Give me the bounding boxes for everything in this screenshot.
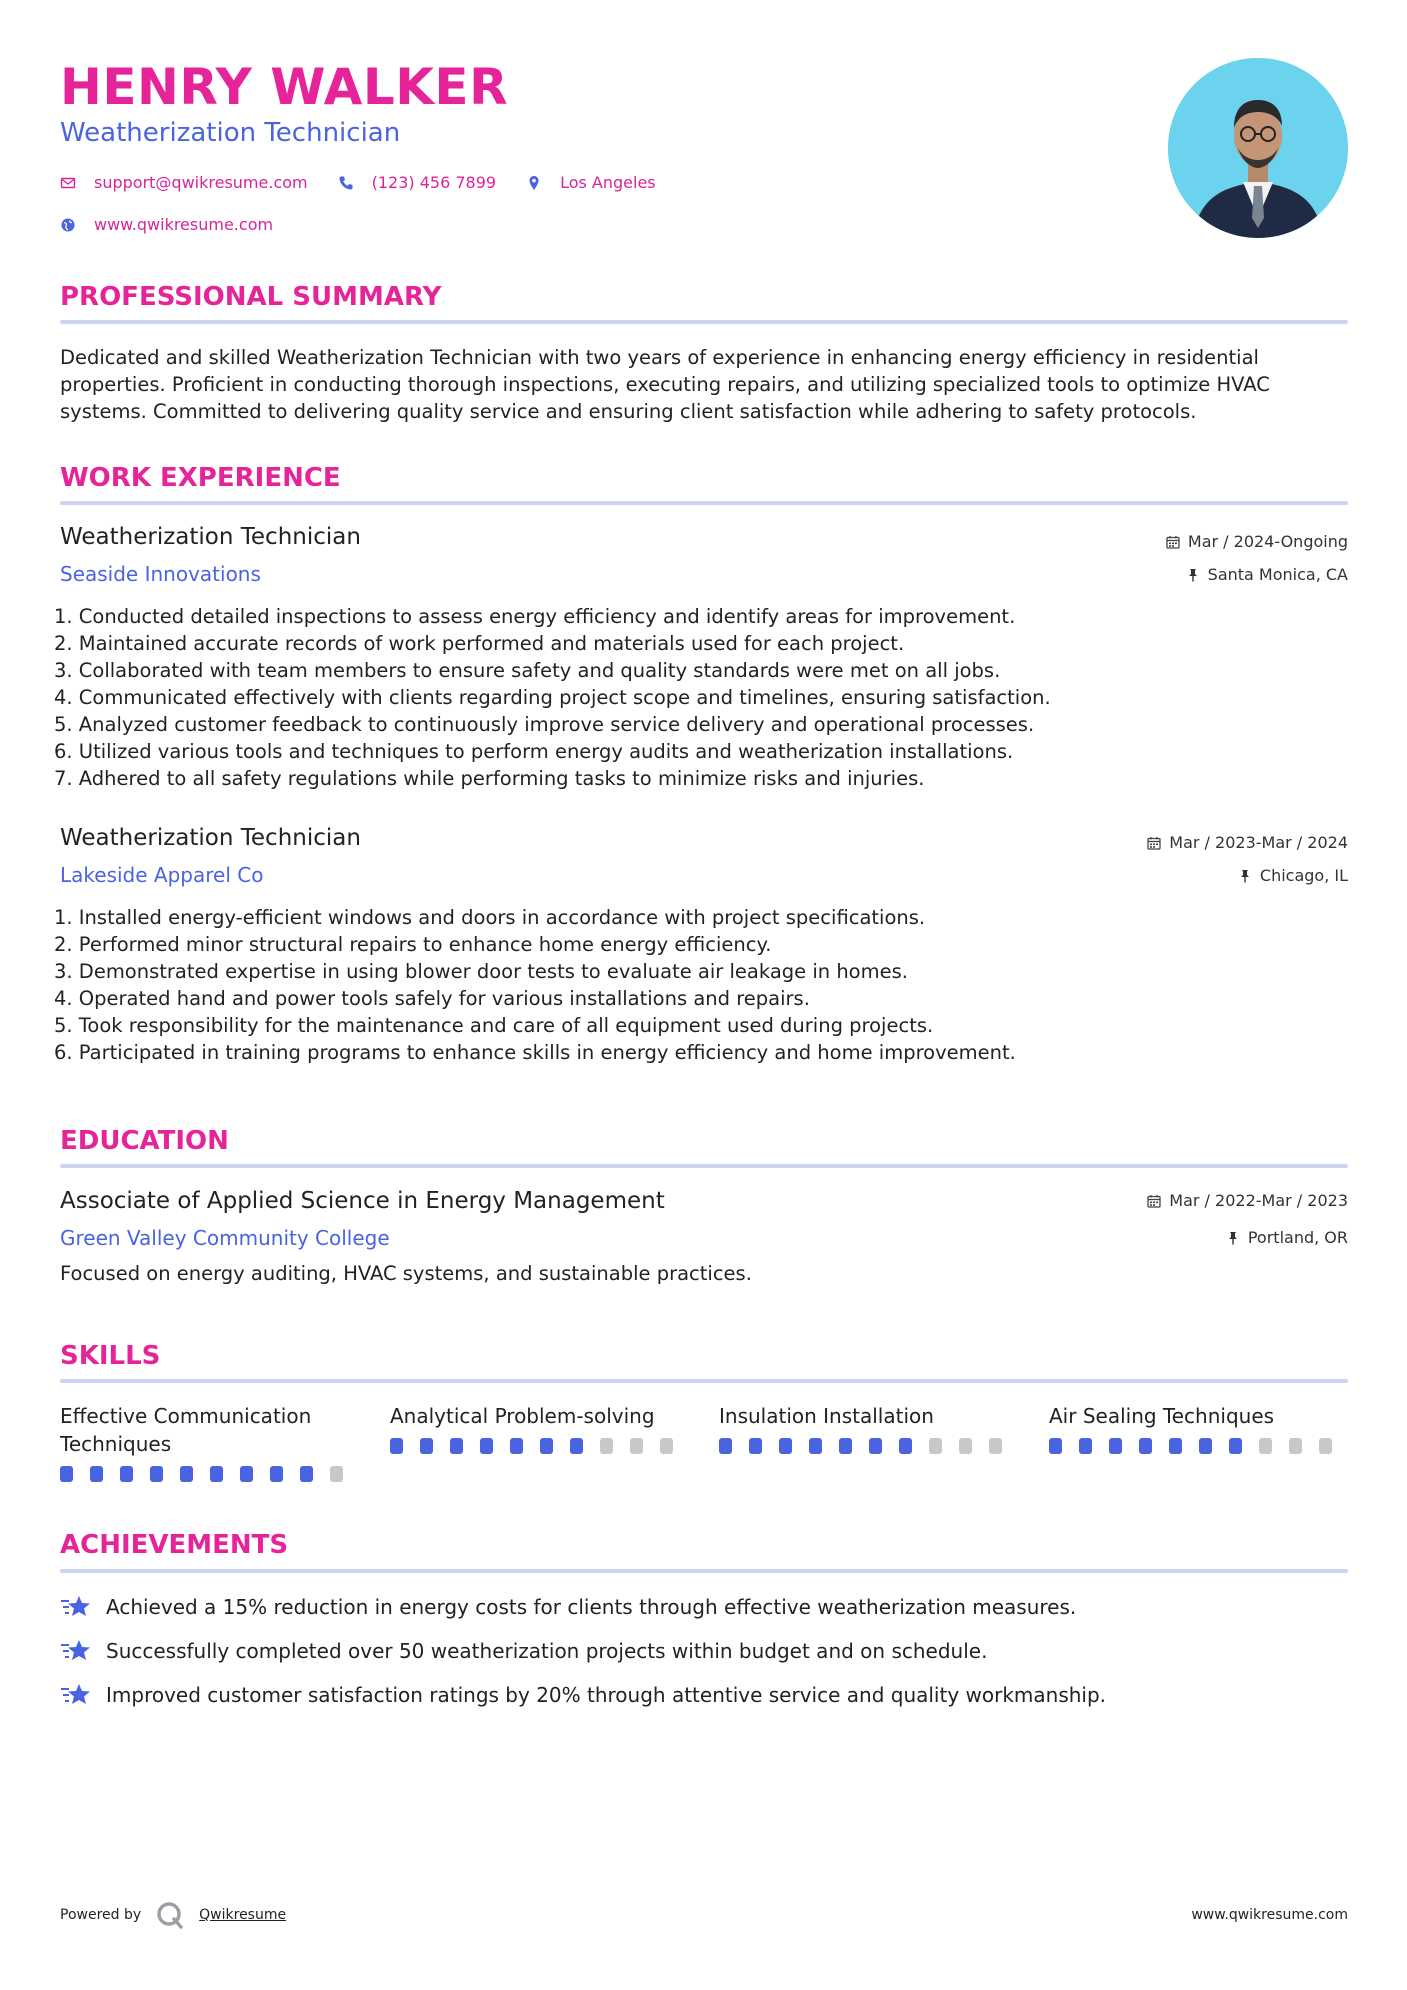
- skill-item: [60, 1402, 360, 1482]
- pushpin-icon: [1226, 1231, 1240, 1245]
- rating-dot-filled: [210, 1466, 223, 1482]
- job-company: Seaside Innovations: [60, 562, 261, 586]
- list-item: 4. Operated hand and power tools safely for various installations and repairs.: [54, 987, 810, 1010]
- globe-icon: [60, 217, 76, 233]
- job-responsibilities: [54, 603, 1254, 792]
- section-title-summary: PROFESSIONAL SUMMARY: [60, 282, 442, 312]
- education-location: [1226, 1228, 1348, 1247]
- section-title-achievements: ACHIEVEMENTS: [60, 1530, 289, 1560]
- achievement-item: [60, 1593, 1076, 1621]
- education-dates: [1147, 1191, 1348, 1210]
- star-icon: [60, 1593, 92, 1621]
- list-item: 3. Demonstrated expertise in using blower door tests to evaluate air leakage in homes.: [54, 960, 908, 983]
- skill-rating: [719, 1438, 1019, 1454]
- job-title: Weatherization Technician: [60, 825, 361, 851]
- skill-rating: [1049, 1438, 1349, 1454]
- contact-website[interactable]: www.qwikresume.com: [94, 215, 274, 234]
- rating-dot-empty: [630, 1438, 643, 1454]
- achievement-text: Successfully completed over 50 weatherization projects within budget and on schedule.: [106, 1639, 988, 1663]
- skill-item: [390, 1402, 690, 1454]
- rating-dot-filled: [180, 1466, 193, 1482]
- job-company: Lakeside Apparel Co: [60, 863, 264, 887]
- section-title-skills: SKILLS: [60, 1341, 161, 1371]
- skill-name: Effective Communication Techniques: [60, 1404, 312, 1456]
- pushpin-icon: [1238, 869, 1252, 883]
- location-pin-icon: [526, 175, 542, 191]
- skill-rating: [60, 1466, 360, 1482]
- rating-dot-filled: [240, 1466, 253, 1482]
- rating-dot-filled: [1049, 1438, 1062, 1454]
- job-location: [1186, 565, 1348, 584]
- rating-dot-empty: [1319, 1438, 1332, 1454]
- portrait-illustration: [1168, 58, 1348, 238]
- phone-icon: [338, 175, 354, 191]
- qwikresume-logo-icon: [155, 1900, 185, 1930]
- rating-dot-filled: [90, 1466, 103, 1482]
- rating-dot-filled: [540, 1438, 553, 1454]
- candidate-name: HENRY WALKER: [60, 58, 509, 116]
- rating-dot-filled: [749, 1438, 762, 1454]
- section-title-experience: WORK EXPERIENCE: [60, 463, 341, 493]
- job-dates-text: Mar / 2023-Mar / 2024: [1169, 833, 1348, 852]
- contact-location: Los Angeles: [560, 173, 656, 192]
- contact-row-web: [60, 215, 303, 234]
- rating-dot-empty: [1259, 1438, 1272, 1454]
- skill-item: [719, 1402, 1019, 1454]
- rating-dot-filled: [809, 1438, 822, 1454]
- achievement-item: [60, 1681, 1106, 1709]
- rating-dot-filled: [450, 1438, 463, 1454]
- rating-dot-filled: [1169, 1438, 1182, 1454]
- job-location-text: Chicago, IL: [1259, 866, 1348, 885]
- profile-photo: [1168, 58, 1348, 238]
- rating-dot-filled: [60, 1466, 73, 1482]
- list-item: 2. Maintained accurate records of work performed and materials used for each project.: [54, 632, 905, 655]
- rating-dot-filled: [899, 1438, 912, 1454]
- list-item: 5. Analyzed customer feedback to continuously improve service delivery and operational processes.: [54, 713, 1035, 736]
- job-dates-text: Mar / 2024-Ongoing: [1187, 532, 1348, 551]
- section-divider: [60, 501, 1348, 505]
- contact-email[interactable]: support@qwikresume.com: [94, 173, 308, 192]
- list-item: 4. Communicated effectively with clients regarding project scope and timelines, ensuring satisfaction.: [54, 686, 1051, 709]
- rating-dot-filled: [300, 1466, 313, 1482]
- footer-powered-by: [60, 1900, 286, 1930]
- rating-dot-empty: [1289, 1438, 1302, 1454]
- school-name: Green Valley Community College: [60, 1226, 390, 1250]
- skill-name: Insulation Installation: [719, 1404, 934, 1428]
- calendar-icon: [1147, 1194, 1161, 1208]
- list-item: 6. Participated in training programs to enhance skills in energy efficiency and home improvement.: [54, 1041, 1016, 1064]
- brand-link[interactable]: Qwikresume: [199, 1907, 287, 1923]
- rating-dot-empty: [989, 1438, 1002, 1454]
- skill-item: [1049, 1402, 1349, 1454]
- education-location-text: Portland, OR: [1247, 1228, 1348, 1247]
- rating-dot-empty: [330, 1466, 343, 1482]
- rating-dot-filled: [839, 1438, 852, 1454]
- rating-dot-empty: [929, 1438, 942, 1454]
- calendar-icon: [1147, 836, 1161, 850]
- list-item: 1. Conducted detailed inspections to assess energy efficiency and identify areas for improvement.: [54, 605, 1016, 628]
- section-title-education: EDUCATION: [60, 1126, 229, 1156]
- rating-dot-filled: [869, 1438, 882, 1454]
- footer-url[interactable]: www.qwikresume.com: [1191, 1907, 1348, 1923]
- section-divider: [60, 1164, 1348, 1168]
- list-item: 3. Collaborated with team members to ensure safety and quality standards were met on all jobs.: [54, 659, 1001, 682]
- job-title: Weatherization Technician: [60, 524, 361, 550]
- achievement-text: Achieved a 15% reduction in energy costs for clients through effective weatherization measures.: [106, 1595, 1077, 1619]
- section-divider: [60, 320, 1348, 324]
- education-dates-text: Mar / 2022-Mar / 2023: [1169, 1191, 1348, 1210]
- job-dates: [1166, 532, 1348, 551]
- rating-dot-filled: [420, 1438, 433, 1454]
- list-item: 1. Installed energy-efficient windows and doors in accordance with project specifications.: [54, 906, 926, 929]
- skill-name: Air Sealing Techniques: [1049, 1404, 1275, 1428]
- rating-dot-filled: [1199, 1438, 1212, 1454]
- job-responsibilities: [54, 904, 1254, 1066]
- star-icon: [60, 1681, 92, 1709]
- achievement-item: [60, 1637, 987, 1665]
- powered-by-label: Powered by: [60, 1907, 142, 1923]
- candidate-role: Weatherization Technician: [60, 118, 401, 148]
- rating-dot-filled: [270, 1466, 283, 1482]
- rating-dot-filled: [1109, 1438, 1122, 1454]
- achievement-text: Improved customer satisfaction ratings by 20% through attentive service and quality workmanship.: [106, 1683, 1107, 1707]
- rating-dot-filled: [510, 1438, 523, 1454]
- rating-dot-filled: [1079, 1438, 1092, 1454]
- rating-dot-empty: [959, 1438, 972, 1454]
- rating-dot-filled: [120, 1466, 133, 1482]
- job-location: [1238, 866, 1348, 885]
- list-item: 7. Adhered to all safety regulations while performing tasks to minimize risks and injuries.: [54, 767, 925, 790]
- job-dates: [1147, 833, 1348, 852]
- contact-row: [60, 173, 686, 192]
- job-location-text: Santa Monica, CA: [1207, 565, 1348, 584]
- rating-dot-filled: [1139, 1438, 1152, 1454]
- envelope-icon: [60, 175, 76, 191]
- calendar-icon: [1166, 535, 1180, 549]
- rating-dot-empty: [660, 1438, 673, 1454]
- education-description: Focused on energy auditing, HVAC systems, and sustainable practices.: [60, 1262, 752, 1285]
- rating-dot-filled: [570, 1438, 583, 1454]
- summary-text: Dedicated and skilled Weatherization Technician with two years of experience in enhancing energy efficiency in residential properties. Proficient in conducting thorough inspections, executing repairs, and utilizing specialized tools to optimize HVAC systems. Committed to delivering quality service and ensuring client satisfaction while adhering to safety protocols.: [60, 346, 1270, 423]
- rating-dot-filled: [719, 1438, 732, 1454]
- rating-dot-filled: [779, 1438, 792, 1454]
- rating-dot-filled: [1229, 1438, 1242, 1454]
- star-icon: [60, 1637, 92, 1665]
- rating-dot-filled: [390, 1438, 403, 1454]
- list-item: 6. Utilized various tools and techniques to perform energy audits and weatherization installations.: [54, 740, 1014, 763]
- section-divider: [60, 1569, 1348, 1573]
- pushpin-icon: [1186, 568, 1200, 582]
- section-divider: [60, 1379, 1348, 1383]
- rating-dot-filled: [150, 1466, 163, 1482]
- skill-name: Analytical Problem-solving: [390, 1404, 655, 1428]
- rating-dot-filled: [480, 1438, 493, 1454]
- list-item: 5. Took responsibility for the maintenance and care of all equipment used during projects.: [54, 1014, 934, 1037]
- contact-phone[interactable]: (123) 456 7899: [371, 173, 497, 192]
- list-item: 2. Performed minor structural repairs to enhance home energy efficiency.: [54, 933, 772, 956]
- degree-title: Associate of Applied Science in Energy Management: [60, 1188, 665, 1214]
- rating-dot-empty: [600, 1438, 613, 1454]
- skill-rating: [390, 1438, 690, 1454]
